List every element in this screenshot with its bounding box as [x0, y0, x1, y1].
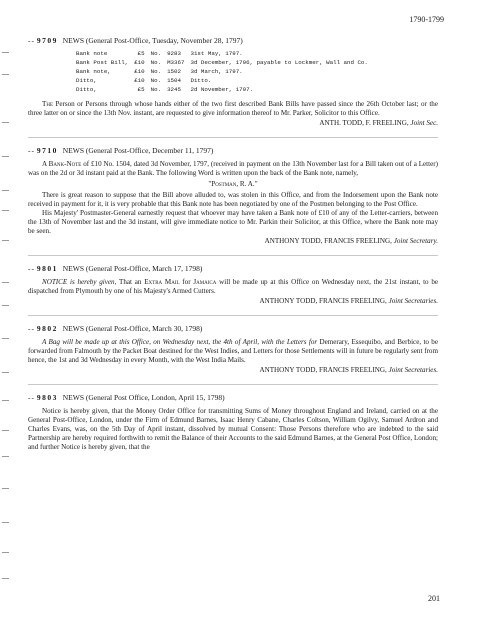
- bill-amount: £10: [134, 59, 145, 66]
- divider: [28, 315, 438, 316]
- signature-title: Joint Secretaries.: [388, 297, 438, 305]
- divider: [28, 137, 438, 138]
- lead-word: A Bank-Note: [42, 160, 82, 168]
- divider: [28, 255, 438, 256]
- signature: [28, 366, 438, 375]
- divider: [28, 384, 438, 385]
- paragraph-text: That an: [116, 278, 145, 286]
- entry-heading: -- 9803 NEWS (General Post Office, London, April 15, 1798): [28, 393, 225, 402]
- paragraph-text: for: [179, 278, 194, 286]
- entry-number: 9801: [36, 264, 58, 273]
- bill-amount: £5: [137, 50, 145, 57]
- bill-type: Bank note: [76, 50, 108, 57]
- bill-serial: 9283: [167, 50, 181, 57]
- bill-serial: 3245: [167, 86, 181, 93]
- news-entry-9803: [28, 393, 438, 452]
- bill-type: Ditto,: [76, 86, 97, 93]
- signature-title: Joint Secretary.: [393, 237, 438, 245]
- bill-type: Bank note,: [76, 68, 111, 75]
- bill-serial: 1504: [167, 77, 181, 84]
- bill-type: Bank Post Bill,: [76, 59, 129, 66]
- bill-no: No.: [150, 86, 162, 93]
- paragraph-text: of £10 No. 1504, dated 3d November, 1797, (received in payment on the 13th November last for a Bill taken out of a Letter) was on the 2d or 3d instant paid at the Bank. The following Word is written upon the back of the Bank note, namely,: [28, 160, 438, 177]
- bill-no: No.: [150, 77, 162, 84]
- signature-names: ANTHONY TODD, FRANCIS FREELING,: [264, 237, 392, 245]
- entry-heading: -- 9709 NEWS (General Post-Office, Tuesday, November 28, 1797): [28, 36, 243, 45]
- signature-names: ANTH. TODD, F. FREELING,: [319, 119, 409, 127]
- entry-paragraph: His Majesty' Postmaster-General earnestly request that whoever may have taken a Bank note of £10 of any of the Letter-carriers, between the 13th of November last and the 3d instant, will give immediate notice to Mr. Parkin their Solicitor, at this Office, where the Bank note may be seen.: [28, 209, 438, 235]
- bill-date: 31st May, 1797.: [190, 50, 243, 57]
- table-row: [76, 77, 374, 86]
- entry-title: NEWS: [62, 264, 84, 273]
- bank-notes-table: [76, 50, 374, 95]
- entry-paragraph: There is great reason to suppose that the Bill above alluded to, was stolen in this Office, and from the Indorsement upon the Bank note received in payment for it, it is very probable that this Bank note has been negotiated by one of the Postmen belonging to the Post Office.: [28, 191, 438, 208]
- entry-paragraph: [28, 100, 438, 118]
- entry-number: 9709: [36, 36, 58, 45]
- table-row: [76, 50, 374, 59]
- entry-source: (General Post-Office, March 17, 1798): [85, 264, 203, 273]
- bill-date: 2d November, 1797.: [190, 86, 254, 93]
- news-entry-9709: [28, 36, 438, 128]
- news-entry-9802: [28, 324, 438, 375]
- bill-no: No.: [150, 68, 162, 75]
- paragraph-text: Person or Persons through whose hands either of the two first described Bank Bills have passed since the 26th October last; or the three latter on or since the 13th Nov. instant, are requested to give information thereof to Mr. Parker, Solicitor to this Office.: [28, 100, 438, 117]
- bill-amount: £5: [137, 86, 145, 93]
- entry-paragraph: [28, 160, 438, 178]
- entry-source: (General Post-Office, December 11, 1797): [85, 146, 214, 155]
- bill-serial: 1502: [167, 68, 181, 75]
- entry-paragraph: [28, 278, 438, 296]
- bill-amount: £10: [134, 68, 145, 75]
- entry-heading: -- 9802 NEWS (General Post-Office, March 30, 1798): [28, 324, 203, 333]
- news-entry-9801: [28, 264, 438, 306]
- bill-serial: M3367: [167, 59, 185, 66]
- lead-word: The: [42, 100, 53, 108]
- bill-amount: £10: [134, 77, 145, 84]
- entry-paragraph: Notice is hereby given, that the Money Order Office for transmitting Sums of Money throughout England and Ireland, carried on at the General Post-Office, London, under the Firm of Edmund Barnes, Isaac Henry Cabane, Charles Coltson, William Ogilvy, Samuel Ardron and Charles Evans, was, on the 5th Day of April instant, dissolved by mutual Consent: Those Persons therefore who are indebted to the said Partnership are hereby required forthwith to remit the Balance of their Accounts to the said Edmund Barnes, at the General Post Office, London; and further Notice is hereby given, that the: [28, 407, 439, 451]
- bill-type: Ditto,: [76, 77, 97, 84]
- entry-title: NEWS: [62, 324, 84, 333]
- quoted-word: "Postman, R. A.": [208, 180, 258, 188]
- signature-names: ANTHONY TODD, FRANCIS FREELING,: [259, 297, 387, 305]
- table-row: [76, 68, 374, 77]
- entry-heading: -- 9801 NEWS (General Post-Office, March 17, 1798): [28, 264, 203, 273]
- entry-source: (General Post-Office, Tuesday, November 28, 1797): [85, 36, 243, 45]
- destination: Jamaica: [193, 278, 217, 286]
- notice-italic: A Bag will be made up at this Office, on Wednesday next, the 4th of April, with the Letters for: [42, 338, 318, 346]
- bill-date: 3d December, 1796, payable to Lockmer, Wall and Co.: [190, 59, 368, 66]
- signature-names: ANTHONY TODD, FRANCIS FREELING,: [259, 366, 387, 374]
- bill-date: 3d March, 1797.: [190, 68, 243, 75]
- paragraph-text: Demerary, Essequibo, and Berbice, to be forwarded from Falmouth by the Packet Boat destined for the West Indies, and Letters for those Settlements will in future be regularly sent from hence, the 1st and 3d Wednesday in every Month, with the West India Mails.: [28, 338, 438, 364]
- signature: [28, 119, 438, 128]
- entry-heading: -- 9710 NEWS (General Post-Office, December 11, 1797): [28, 146, 214, 155]
- signature: [28, 297, 438, 306]
- entry-paragraph: [28, 338, 438, 365]
- extra-mail: Extra Mail: [144, 278, 180, 286]
- paragraph-text: will be made up at this Office on Wednesday next, the 21st instant, to be dispatched from Plymouth by one of his Majesty's Armed Cutters.: [28, 278, 439, 295]
- bill-no: No.: [150, 50, 162, 57]
- signature-title: Joint Secretaries.: [388, 366, 438, 374]
- table-row: [76, 86, 374, 95]
- page-number: 201: [428, 594, 440, 603]
- entry-title: NEWS: [62, 146, 84, 155]
- signature: [28, 237, 438, 246]
- news-entry-9710: [28, 146, 438, 246]
- bill-no: No.: [150, 59, 162, 66]
- bill-date: Ditto.: [190, 77, 212, 84]
- notice-italic: NOTICE is hereby given,: [42, 278, 117, 286]
- entry-number: 9802: [36, 324, 58, 333]
- entry-number: 9803: [36, 393, 58, 402]
- table-row: [76, 59, 374, 68]
- signature-title: Joint Sec.: [410, 119, 438, 127]
- entry-source: (General Post Office, London, April 15, 1798): [85, 393, 225, 402]
- entry-number: 9710: [36, 146, 58, 155]
- entry-title: NEWS: [62, 393, 84, 402]
- document-body: [28, 36, 438, 461]
- running-header: 1790-1799: [409, 15, 444, 24]
- entry-title: NEWS: [62, 36, 84, 45]
- entry-source: (General Post-Office, March 30, 1798): [85, 324, 203, 333]
